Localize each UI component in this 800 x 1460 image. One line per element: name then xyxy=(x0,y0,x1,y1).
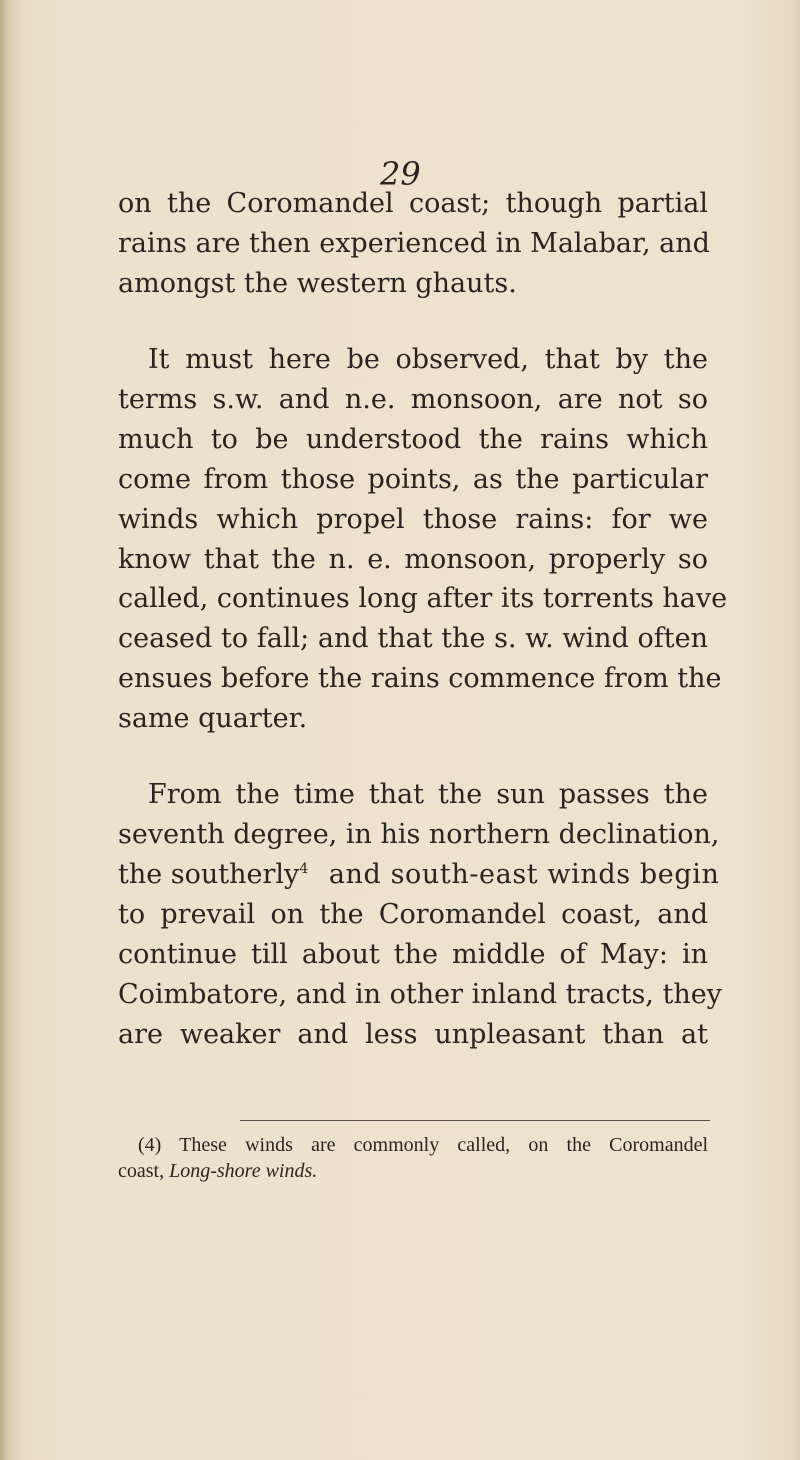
page-number: 29 xyxy=(380,155,421,193)
footnote-ref: 4 xyxy=(299,861,309,877)
text-line: come from those points, as the particular xyxy=(118,464,708,495)
footnote-marker: (4) xyxy=(138,1134,180,1156)
text-fragment: and south-east winds begin xyxy=(328,859,720,890)
text-line: seventh degree, in his northern declination, xyxy=(118,819,720,850)
text-line: are weaker and less unpleasant than at xyxy=(118,1019,708,1050)
text-line: amongst the western ghauts. xyxy=(118,268,517,299)
text-line: much to be understood the rains which xyxy=(118,424,708,455)
footnote-text-italic: Long-shore winds. xyxy=(169,1160,318,1182)
text-line: It must here be observed, that by the xyxy=(148,344,708,375)
text-line: to prevail on the Coromandel coast, and xyxy=(118,899,708,930)
text-line: know that the n. e. monsoon, properly so xyxy=(118,544,708,575)
text-line: ceased to fall; and that the s. w. wind often xyxy=(118,623,708,654)
text-line: same quarter. xyxy=(118,703,308,734)
text-line: terms s.w. and n.e. monsoon, are not so xyxy=(118,384,708,415)
footnote-text: coast, xyxy=(118,1160,170,1182)
text-line: called, continues long after its torrents have xyxy=(118,583,728,614)
text-line: From the time that the sun passes the xyxy=(148,779,708,810)
text-line: on the Coromandel coast; though partial xyxy=(118,188,708,219)
text-line: rains are then experienced in Malabar, and xyxy=(118,228,710,259)
text-line: continue till about the middle of May: in xyxy=(118,939,708,970)
text-line: Coimbatore, and in other inland tracts, they xyxy=(118,979,722,1010)
text-line: winds which propel those rains: for we xyxy=(118,504,708,535)
footnote-text: These winds are commonly called, on the Coromandel xyxy=(179,1134,708,1156)
text-line: ensues before the rains commence from the xyxy=(118,663,722,694)
text-fragment: the southerly xyxy=(118,859,300,890)
